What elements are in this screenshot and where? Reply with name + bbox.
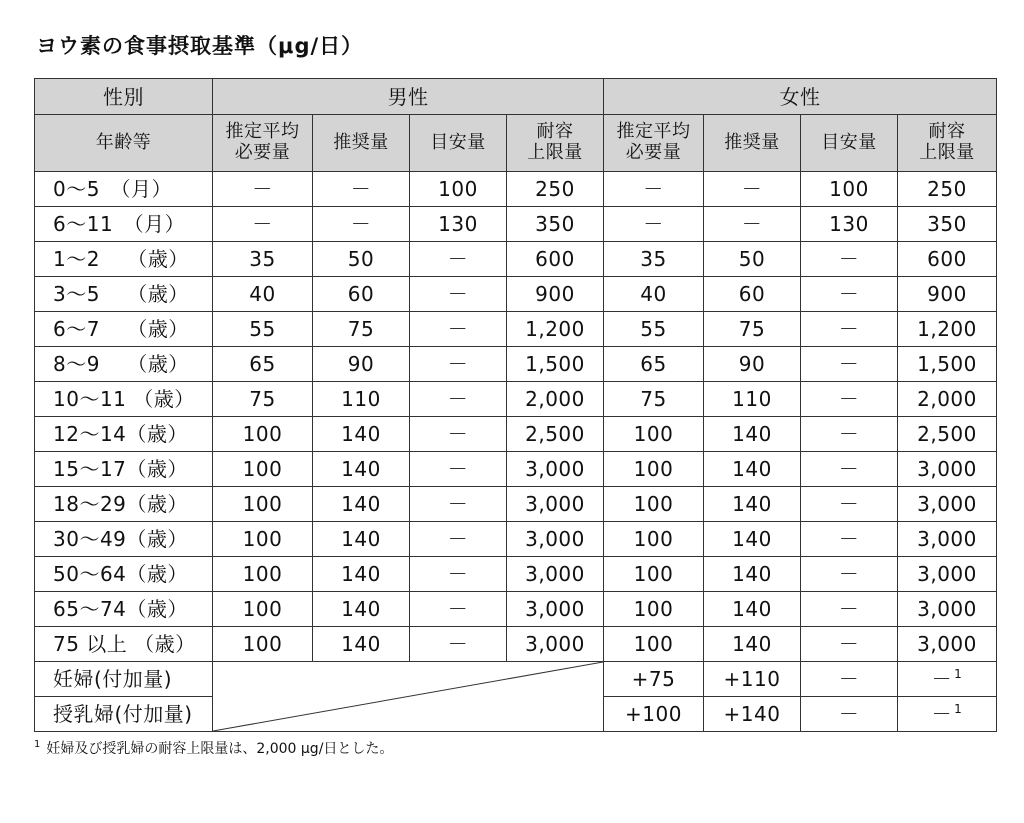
table-row	[35, 487, 997, 522]
female-rda-cell: －	[704, 172, 801, 207]
male-ear-cell: 75	[213, 382, 313, 417]
footnote-ref: 1	[954, 702, 963, 717]
footnote	[34, 738, 393, 758]
ul-value: －	[931, 702, 953, 726]
male-ear-cell: 100	[213, 627, 313, 662]
female-header: 女性	[604, 79, 997, 115]
male-rda-cell: 60	[313, 277, 410, 312]
male-ul-cell: 900	[507, 277, 604, 312]
female-rda-cell: 60	[704, 277, 801, 312]
female-rda-cell: 140	[704, 522, 801, 557]
male-ai-cell: －	[410, 627, 507, 662]
female-ul-cell: 2,500	[898, 417, 997, 452]
male-ai-cell: －	[410, 382, 507, 417]
age-cell: 75 以上 （歳）	[35, 627, 213, 662]
table-row	[35, 452, 997, 487]
table-row	[35, 347, 997, 382]
female-ear-cell: －	[604, 172, 704, 207]
female-ul-cell: 350	[898, 207, 997, 242]
female-ear-cell: 100	[604, 627, 704, 662]
male-rda-cell: 140	[313, 592, 410, 627]
female-ai-cell: －	[801, 417, 898, 452]
male-ul-cell: 2,000	[507, 382, 604, 417]
table-row	[35, 312, 997, 347]
female-ear-cell: 100	[604, 487, 704, 522]
female-ear-cell: 100	[604, 417, 704, 452]
col-ul-male	[507, 115, 604, 172]
male-ai-cell: －	[410, 452, 507, 487]
female-ul-cell: 900	[898, 277, 997, 312]
male-ul-cell: 1,500	[507, 347, 604, 382]
female-ear-cell: 100	[604, 452, 704, 487]
male-rda-cell: 110	[313, 382, 410, 417]
male-rda-cell: 140	[313, 557, 410, 592]
col-ul-line2: 上限量	[919, 142, 975, 163]
female-rda-cell: 140	[704, 487, 801, 522]
male-rda-cell: 140	[313, 417, 410, 452]
table-row	[35, 207, 997, 242]
female-ul-cell: 3,000	[898, 522, 997, 557]
female-ai-cell: －	[801, 277, 898, 312]
male-ai-cell: 130	[410, 207, 507, 242]
age-cell: 1〜2 （歳）	[35, 242, 213, 277]
male-ul-cell: 3,000	[507, 592, 604, 627]
female-rda-cell: 90	[704, 347, 801, 382]
male-ai-cell: －	[410, 347, 507, 382]
female-rda-cell: 110	[704, 382, 801, 417]
female-ear-cell: 75	[604, 382, 704, 417]
female-ul-cell: 3,000	[898, 452, 997, 487]
male-ai-cell: 100	[410, 172, 507, 207]
table-row	[35, 277, 997, 312]
table-row	[35, 522, 997, 557]
male-ear-cell: －	[213, 172, 313, 207]
ul-value: －	[931, 667, 953, 691]
female-rda-cell: 50	[704, 242, 801, 277]
male-ear-cell: 100	[213, 557, 313, 592]
male-rda-cell: 90	[313, 347, 410, 382]
male-rda-cell: －	[313, 172, 410, 207]
male-ear-cell: 100	[213, 592, 313, 627]
female-ul-cell: 2,000	[898, 382, 997, 417]
col-ear-line1: 推定平均	[616, 121, 691, 143]
page-title: ヨウ素の食事摂取基準（μg/日）	[36, 34, 364, 58]
female-rda-cell: 140	[704, 592, 801, 627]
table-row	[35, 417, 997, 452]
male-header: 男性	[213, 79, 604, 115]
female-ai-cell: －	[801, 452, 898, 487]
male-ear-cell: 100	[213, 417, 313, 452]
male-rda-cell: 75	[313, 312, 410, 347]
female-ai-cell: －	[801, 627, 898, 662]
female-ear-cell: 100	[604, 557, 704, 592]
col-ear-female	[604, 115, 704, 172]
female-ul-cell: 3,000	[898, 487, 997, 522]
col-ai-male: 目安量	[410, 115, 507, 172]
age-cell: 12〜14（歳）	[35, 417, 213, 452]
female-ai-cell: 130	[801, 207, 898, 242]
age-cell: 3〜5 （歳）	[35, 277, 213, 312]
supplement-label-cell: 妊婦(付加量)	[35, 662, 213, 697]
female-ear-cell: 65	[604, 347, 704, 382]
col-ul-line2: 上限量	[527, 142, 583, 163]
age-cell: 10〜11 （歳）	[35, 382, 213, 417]
male-rda-cell: 50	[313, 242, 410, 277]
supplement-row	[35, 662, 997, 697]
male-ul-cell: 250	[507, 172, 604, 207]
male-ear-cell: 55	[213, 312, 313, 347]
female-ear-supplement-cell: +100	[604, 697, 704, 732]
female-ul-cell: 3,000	[898, 592, 997, 627]
female-ul-cell: 600	[898, 242, 997, 277]
female-ul-cell: 1,500	[898, 347, 997, 382]
table-row	[35, 172, 997, 207]
female-ai-cell: －	[801, 522, 898, 557]
male-rda-cell: 140	[313, 452, 410, 487]
female-ai-cell: －	[801, 347, 898, 382]
age-cell: 65〜74（歳）	[35, 592, 213, 627]
col-ai-female: 目安量	[801, 115, 898, 172]
table-wrapper	[34, 78, 996, 732]
female-ear-cell: 55	[604, 312, 704, 347]
male-ai-cell: －	[410, 522, 507, 557]
female-rda-cell: 140	[704, 627, 801, 662]
footnote-mark: 1	[34, 739, 41, 751]
male-ai-cell: －	[410, 277, 507, 312]
male-ul-cell: 3,000	[507, 452, 604, 487]
female-ai-cell: －	[801, 242, 898, 277]
header-row-columns	[35, 115, 997, 172]
male-ai-cell: －	[410, 242, 507, 277]
female-rda-supplement-cell: +140	[704, 697, 801, 732]
female-ai-supplement-cell: －	[801, 662, 898, 697]
male-ul-cell: 2,500	[507, 417, 604, 452]
female-rda-cell: 140	[704, 452, 801, 487]
col-ear-line2: 必要量	[625, 142, 682, 163]
col-rda-male: 推奨量	[313, 115, 410, 172]
age-cell: 6〜11 （月）	[35, 207, 213, 242]
male-ear-cell: 100	[213, 487, 313, 522]
male-ul-cell: 1,200	[507, 312, 604, 347]
col-ul-female	[898, 115, 997, 172]
female-ai-cell: －	[801, 592, 898, 627]
female-ul-cell: 3,000	[898, 557, 997, 592]
male-ul-cell: 3,000	[507, 557, 604, 592]
female-ul-supplement-cell	[898, 662, 997, 697]
female-ai-cell: －	[801, 487, 898, 522]
male-ai-cell: －	[410, 557, 507, 592]
female-ai-cell: －	[801, 557, 898, 592]
female-ear-cell: 100	[604, 522, 704, 557]
male-ai-cell: －	[410, 487, 507, 522]
male-ear-cell: 100	[213, 452, 313, 487]
female-ear-cell: 35	[604, 242, 704, 277]
table-row	[35, 557, 997, 592]
male-rda-cell: －	[313, 207, 410, 242]
age-cell: 8〜9 （歳）	[35, 347, 213, 382]
female-ul-cell: 3,000	[898, 627, 997, 662]
male-rda-cell: 140	[313, 522, 410, 557]
sex-label: 性別	[35, 79, 213, 115]
female-rda-cell: 140	[704, 557, 801, 592]
table-row	[35, 382, 997, 417]
intake-standard-table	[34, 78, 997, 732]
male-ear-cell: 65	[213, 347, 313, 382]
col-rda-female: 推奨量	[704, 115, 801, 172]
col-ear-line2: 必要量	[234, 142, 291, 163]
female-ear-supplement-cell: +75	[604, 662, 704, 697]
age-label: 年齢等	[35, 115, 213, 172]
age-cell: 0〜5 （月）	[35, 172, 213, 207]
male-ul-cell: 3,000	[507, 522, 604, 557]
female-ai-cell: 100	[801, 172, 898, 207]
table-row	[35, 627, 997, 662]
supplement-label-cell: 授乳婦(付加量)	[35, 697, 213, 732]
female-rda-cell: 75	[704, 312, 801, 347]
male-ul-cell: 3,000	[507, 627, 604, 662]
footnote-text: 妊婦及び授乳婦の耐容上限量は、2,000 μg/日とした。	[46, 741, 394, 757]
age-cell: 50〜64（歳）	[35, 557, 213, 592]
female-ul-supplement-cell	[898, 697, 997, 732]
male-ear-cell: －	[213, 207, 313, 242]
male-ul-cell: 600	[507, 242, 604, 277]
age-cell: 6〜7 （歳）	[35, 312, 213, 347]
male-ul-cell: 3,000	[507, 487, 604, 522]
male-ai-cell: －	[410, 592, 507, 627]
female-ear-cell: －	[604, 207, 704, 242]
col-ear-line1: 推定平均	[225, 121, 300, 143]
male-ear-cell: 35	[213, 242, 313, 277]
age-cell: 18〜29（歳）	[35, 487, 213, 522]
header-row-sex	[35, 79, 997, 115]
male-ul-cell: 350	[507, 207, 604, 242]
male-ear-cell: 100	[213, 522, 313, 557]
female-ear-cell: 40	[604, 277, 704, 312]
diagonal-slash	[213, 662, 603, 731]
female-ear-cell: 100	[604, 592, 704, 627]
female-ul-cell: 250	[898, 172, 997, 207]
footnote-ref: 1	[954, 667, 963, 682]
male-rda-cell: 140	[313, 627, 410, 662]
female-ai-supplement-cell: －	[801, 697, 898, 732]
male-ai-cell: －	[410, 312, 507, 347]
female-rda-cell: 140	[704, 417, 801, 452]
female-ai-cell: －	[801, 382, 898, 417]
female-ul-cell: 1,200	[898, 312, 997, 347]
col-ul-line1: 耐容	[928, 121, 966, 143]
female-rda-supplement-cell: +110	[704, 662, 801, 697]
col-ear-male	[213, 115, 313, 172]
age-cell: 15〜17（歳）	[35, 452, 213, 487]
male-not-applicable-cell	[213, 662, 604, 732]
female-ai-cell: －	[801, 312, 898, 347]
female-rda-cell: －	[704, 207, 801, 242]
male-ear-cell: 40	[213, 277, 313, 312]
col-ul-line1: 耐容	[536, 121, 574, 143]
age-cell: 30〜49（歳）	[35, 522, 213, 557]
male-ai-cell: －	[410, 417, 507, 452]
table-row	[35, 592, 997, 627]
male-rda-cell: 140	[313, 487, 410, 522]
table-row	[35, 242, 997, 277]
